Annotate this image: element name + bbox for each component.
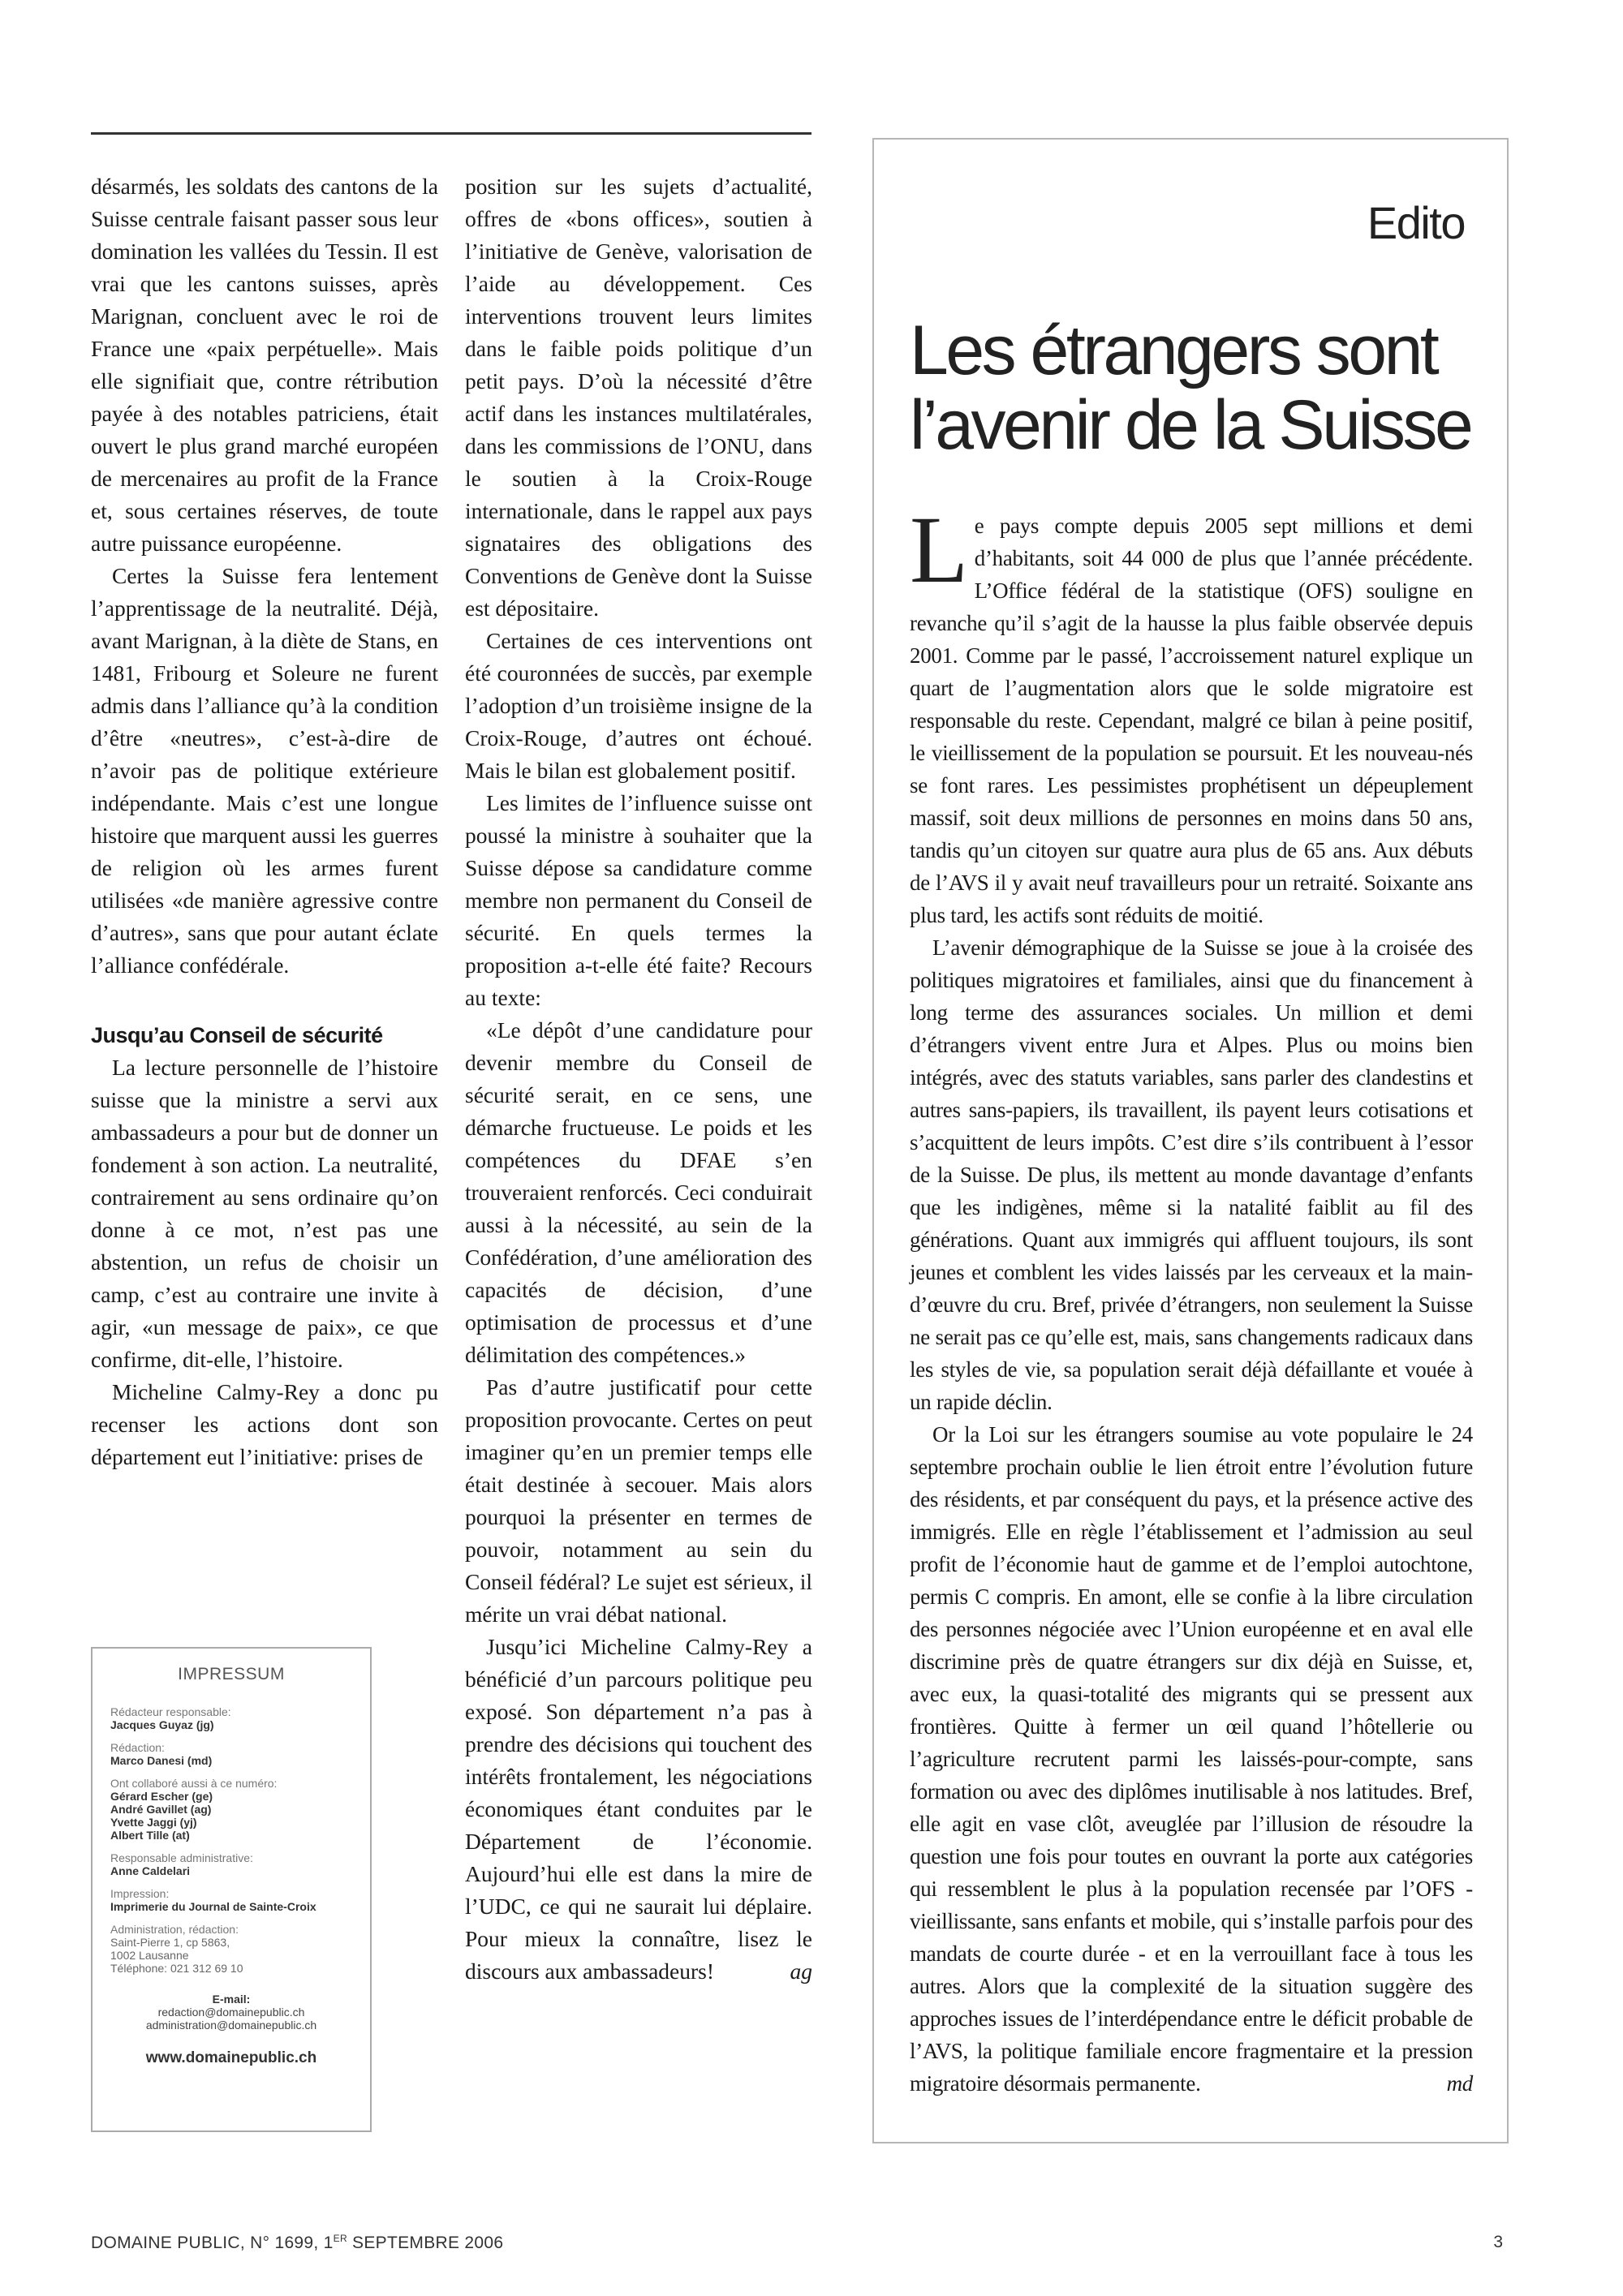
- page-number: 3: [1493, 2233, 1503, 2251]
- footer-publication: [91, 2233, 503, 2253]
- paragraph-text: Jusqu’ici Micheline Calmy-Rey a bénéficié d’un parcours politique peu exposé. Son département n’a pas à prendre des décisions qui touchent des intérêts frontalement, les négociations économiques étant conduites par le Département de l’économie. Aujourd’hui elle est dans la mire de l’UDC, ce qui ne saurait lui déplaire. Pour mieux la connaître, lisez le discours aux ambassadeurs!: [465, 1634, 812, 1984]
- person-name: Anne Caldelari: [110, 1864, 191, 1877]
- paragraph: Certes la Suisse fera lentement l’apprentissage de la neutralité. Déjà, avant Marignan, à la diète de Stans, en 1481, Fribourg et Soleure ne furent admis dans l’alliance qu’à la condition d’être «neutres», c’est-à-dire de n’avoir pas de politique extérieure indépendante. Mais c’est une longue histoire que marquent aussi les guerres de religion où les armes furent utilisées «de manière agressive contre d’autres», sans que pour autant éclate l’alliance confédérale.: [91, 563, 438, 978]
- role-label: Rédaction:: [110, 1741, 165, 1754]
- person-name: Jacques Guyaz (jg): [110, 1718, 214, 1731]
- person-name: Gérard Escher (ge): [110, 1790, 213, 1803]
- paragraph: [465, 1631, 812, 1988]
- footer-superscript: ER: [333, 2233, 347, 2244]
- paragraph: désarmés, les soldats des cantons de la Suisse centrale faisant passer sous leur domination les vallées du Tessin. Il est vrai que les cantons suisses, après Marignan, concluent avec le roi de France une «paix perpétuelle». Mais elle signifiait que, contre rétribution payée à des notables patriciens, était ouvert le plus grand marché européen de mercenaires au profit de la France et, sous certaines réserves, de toute autre puissance européenne.: [91, 174, 438, 556]
- footer-text: SEPTEMBRE 2006: [347, 2234, 504, 2252]
- footer-text: DOMAINE PUBLIC, N° 1699, 1: [91, 2234, 334, 2252]
- paragraph-text: e pays compte depuis 2005 sept millions et demi d’habitants, soit 44 000 de plus que l’année précédente. L’Office fédéral de la statistique (OFS) souligne en revanche qu’il s’agit de la hausse la plus faible observée depuis 2001. Comme par le passé, l’accroissement naturel explique un quart de l’augmentation alors que le solde migratoire est responsable du reste. Cependant, malgré ce bilan à peine positif, le vieillissement de la population se poursuit. Et les nouveau-nés se font rares. Les pessimistes prophétisent un dépeuplement massif, soit deux millions de personnes en moins dans 50 ans, tandis qu’un citoyen sur quatre aura plus de 65 ans. Aux débuts de l’AVS il y avait neuf travailleurs pour un retraité. Soixante ans plus tard, les actifs sont réduits de moitié.: [910, 514, 1473, 927]
- person-name: André Gavillet (ag): [110, 1803, 212, 1816]
- phone-line: Téléphone: 021 312 69 10: [110, 1962, 243, 1975]
- role-label: Responsable administrative:: [110, 1851, 253, 1864]
- edito-label: Edito: [1367, 197, 1465, 248]
- paragraph: Les limites de l’influence suisse ont poussé la ministre à souhaiter que la Suisse dépose sa candidature comme membre non permanent du Conseil de sécurité. En quels termes la proposition a-t-elle été faite? Recours au texte:: [465, 790, 812, 1010]
- article-column-1: [91, 170, 438, 1473]
- edito-title: Les étrangers sont l’avenir de la Suisse: [910, 312, 1471, 464]
- paragraph: [910, 497, 1473, 931]
- role-label: Ont collaboré aussi à ce numéro:: [110, 1777, 278, 1790]
- section-subheading: Jusqu’au Conseil de sécurité: [91, 1023, 383, 1047]
- role-label: Rédacteur responsable:: [110, 1705, 231, 1718]
- impressum-address: [110, 1923, 352, 1975]
- edito-box: [872, 138, 1509, 2143]
- address-line: Saint-Pierre 1, cp 5863,: [110, 1936, 230, 1949]
- paragraph: [910, 1418, 1473, 2100]
- impressum-contributors: [110, 1777, 352, 1842]
- email-link[interactable]: administration@domainepublic.ch: [145, 2019, 317, 2032]
- person-name: Yvette Jaggi (yj): [110, 1816, 197, 1829]
- impressum-admin: [110, 1851, 352, 1877]
- paragraph: position sur les sujets d’actualité, offres de «bons offices», soutien à l’initiative de Genève, valorisation de l’aide au développement. Ces interventions trouvent leurs limites dans le faible poids politique d’un petit pays. D’où la nécessité d’être actif dans les instances multilatérales, dans les commissions de l’ONU, dans le soutien à la Croix-Rouge internationale, dans le rappel aux pays signataires des obligations des Conventions de Genève dont la Suisse est dépositaire.: [465, 174, 812, 621]
- impressum-box: [91, 1647, 372, 2132]
- impressum-printing: [110, 1887, 352, 1913]
- paragraph: L’avenir démographique de la Suisse se joue à la croisée des politiques migratoires et familiales, ainsi que du financement à long terme des assurances sociales. Un million et demi d’étrangers vivent entre Jura et Alpes. Plus ou moins bien intégrés, avec des statuts variables, sans parler des clandestins et autres sans-papiers, ils travaillent, ils payent leurs cotisations et s’acquittent de leurs impôts. C’est dire s’ils contribuent à l’essor de la Suisse. De plus, ils mettent au monde davantage d’enfants que les indigènes, même si la natalité faiblit au fil des générations. Quant aux immigrés qui affluent toujours, ils sont jeunes et comblent les vides laissés par les cerveaux et la main-d’œuvre du cru. Bref, privée d’étrangers, non seulement la Suisse ne serait pas ce qu’elle est, mais, sans changements radicaux dans les styles de vie, sa population serait déjà défaillante et vouée à un rapide déclin.: [910, 935, 1473, 1414]
- role-label: Administration, rédaction:: [110, 1923, 239, 1936]
- drop-cap: L: [910, 497, 968, 603]
- person-name: Marco Danesi (md): [110, 1754, 213, 1767]
- person-name: Albert Tille (at): [110, 1829, 190, 1842]
- role-label: Impression:: [110, 1887, 170, 1900]
- paragraph: La lecture personnelle de l’histoire suisse que la ministre a servi aux ambassadeurs a pour but de donner un fondement à son action. La neutralité, contrairement au sens ordinaire qu’on donne à ce mot, n’est pas une abstention, un refus de choisir un camp, c’est au contraire une invite à agir, «un message de paix», ce que confirme, dit-elle, l’histoire.: [91, 1055, 438, 1372]
- email-link[interactable]: redaction@domainepublic.ch: [157, 2006, 305, 2019]
- email-label: E-mail:: [212, 1993, 251, 2006]
- paragraph: Micheline Calmy-Rey a donc pu recenser les actions dont son département eut l’initiative: prises de: [91, 1379, 438, 1469]
- paragraph: Certaines de ces interventions ont été couronnées de succès, par exemple l’adoption d’un troisième insigne de la Croix-Rouge, d’autres ont échoué. Mais le bilan est globalement positif.: [465, 628, 812, 783]
- impressum-title: IMPRESSUM: [178, 1665, 285, 1683]
- author-signature: ag: [790, 1958, 812, 1984]
- edito-body: [910, 497, 1473, 2100]
- paragraph-text: Or la Loi sur les étrangers soumise au vote populaire le 24 septembre prochain oublie le lien étroit entre l’évolution future des résidents, et par conséquent du pays, et la présence active des immigrés. Elle en règle l’établissement et l’admission au seul profit de l’économie haut de gamme et de l’emploi autochtone, permis C compris. En amont, elle se confie à la libre circulation des personnes négociée avec l’Union européenne et en aval elle discrimine près de quatre étrangers sur dix déjà en Suisse, et, avec eux, la quasi-totalité des migrants qui se pressent aux frontières. Quitte à fermer un œil quand l’hôtellerie ou l’agriculture recrutent parmi les laissés-pour-compte, sans formation ou avec des diplômes inutilisable à nos latitudes. Bref, elle agit en vase clôt, aveuglée par l’illusion de résoudre la question une fois pour toutes en ouvrant la porte aux catégories qui ressemblent le plus à la population recensée par l’OFS - vieillissante, sans enfants et mobile, qui s’installe parfois pour des mandats de courte durée - et en la verrouillant face à tous les autres. Alors que la complexité de la situation suggère des approches issues de l’interdépendance entre le déficit probable de l’AVS, la politique familiale encore fragmentaire et la pression migratoire désormais permanente.: [910, 1422, 1473, 2096]
- impressum-editor: [110, 1705, 352, 1731]
- website-link[interactable]: www.domainepublic.ch: [145, 2049, 317, 2066]
- paragraph: Pas d’autre justificatif pour cette proposition provocante. Certes on peut imaginer qu’en un premier temps elle était destinée à secouer. Mais alors pourquoi la présenter en termes de pouvoir, notamment au sein du Conseil fédéral? Le sujet est sérieux, il mérite un vrai débat national.: [465, 1374, 812, 1627]
- impressum-email: [110, 1993, 352, 2032]
- printer-name: Imprimerie du Journal de Sainte-Croix: [110, 1900, 316, 1913]
- article-column-2: [465, 170, 812, 1988]
- top-rule: [91, 132, 812, 135]
- author-signature: md: [1446, 2071, 1473, 2096]
- paragraph: «Le dépôt d’une candidature pour devenir membre du Conseil de sécurité serait, en ce sens, une démarche fructueuse. Le poids et les compétences du DFAE s’en trouveraient renforcés. Ceci conduirait aussi à la nécessité, au sein de la Confédération, d’une amélioration des capacités de décision, d’une optimisation de processus et d’une délimitation des compétences.»: [465, 1017, 812, 1367]
- address-line: 1002 Lausanne: [110, 1949, 189, 1962]
- impressum-redaction: [110, 1741, 352, 1767]
